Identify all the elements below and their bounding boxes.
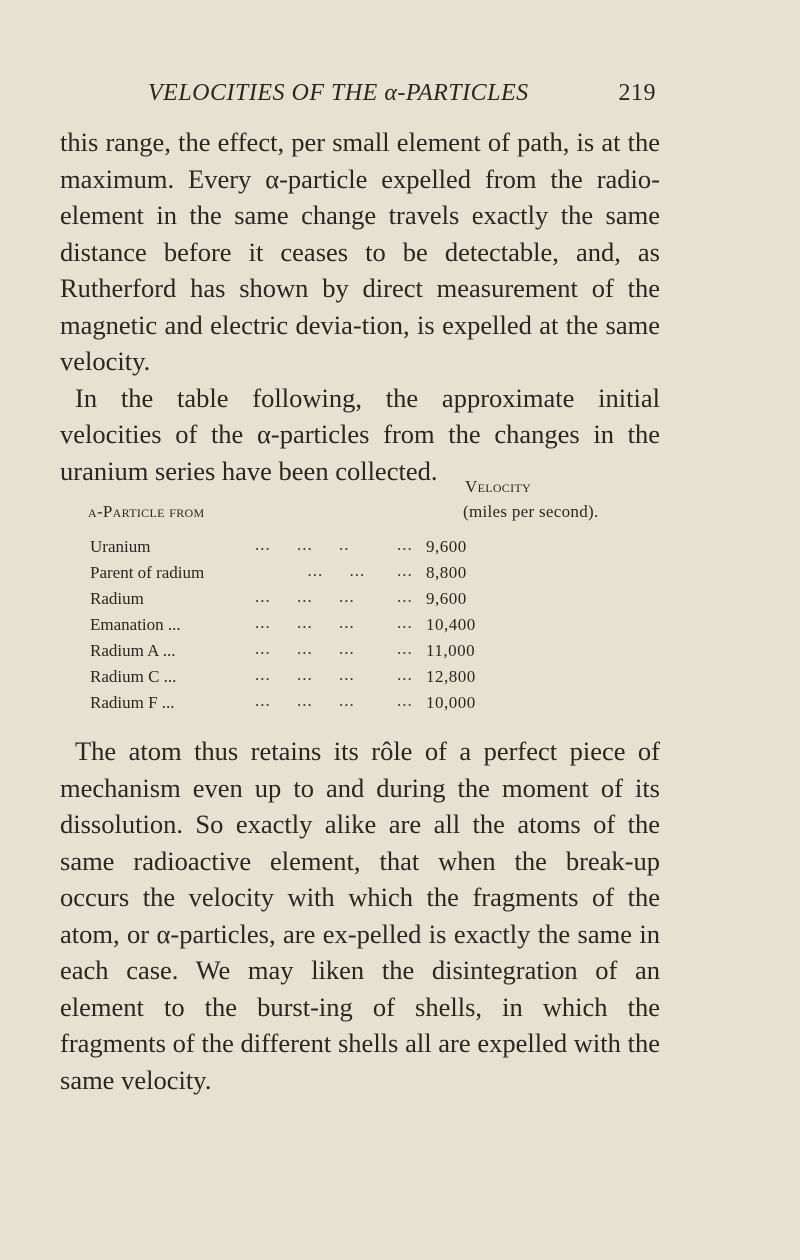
row-leader-dots: ... ... ...: [255, 587, 355, 606]
table-row: [90, 693, 590, 719]
row-velocity-value: 8,800: [426, 563, 467, 582]
particle-column-header: α-Particle from: [88, 502, 205, 521]
row-element-name: Radium F ...: [90, 693, 175, 712]
row-element-name: Radium C ...: [90, 667, 177, 686]
row-element-name: Radium A ...: [90, 641, 176, 660]
running-title: VELOCITIES OF THE α-PARTICLES: [148, 80, 529, 106]
row-leader-dots: ...: [397, 613, 413, 632]
row-velocity-value: 9,600: [426, 589, 467, 608]
velocity-header-text: Velocity: [465, 477, 531, 496]
row-leader-dots: ... ...: [255, 561, 366, 580]
paragraph-3-text: The atom thus retains its rôle of a perfect piece of mechanism even up to and during the moment of its dissolution. So exactly alike are all the atoms of the same radioactive element, that when the break-up occurs the velocity with which the fragments of the atom, or α-particles, are ex-pelled is exactly the same in each case. We may liken the disintegration of an element to the burst-ing of shells, in which the fragments of the different shells all are expelled with the same velocity.: [60, 736, 660, 1095]
row-velocity-value: 10,000: [426, 693, 476, 712]
row-leader-dots: ... ... ...: [255, 691, 355, 710]
velocity-header: [465, 477, 531, 497]
row-leader-dots: ...: [397, 535, 413, 554]
row-element-name: Uranium: [90, 537, 151, 556]
row-leader-dots: ...: [397, 691, 413, 710]
table-row: [90, 641, 590, 667]
paragraph-2: In the table following, the approximate initial velocities of the α-particles from the changes in the uranium series have been collected.: [60, 382, 660, 486]
row-leader-dots: ... ... ..: [255, 535, 350, 554]
table-row: [90, 589, 590, 615]
row-leader-dots: ... ... ...: [255, 639, 355, 658]
table-row: [90, 615, 590, 641]
row-leader-dots: ...: [397, 587, 413, 606]
table-row: [90, 563, 590, 589]
units-header: (miles per second).: [463, 502, 599, 521]
table-row: [90, 537, 590, 563]
page-number: 219: [618, 80, 656, 106]
paragraph-1: this range, the effect, per small element of path, is at the maximum. Every α-particle expelled from the radio-element in the same change travels exactly the same distance before it ceases to be detectable, and, as Rutherford has shown by direct measurement of the magnetic and electric devia-tion, is expelled at the same velocity.: [60, 127, 660, 376]
row-velocity-value: 9,600: [426, 537, 467, 556]
row-leader-dots: ... ... ...: [255, 665, 355, 684]
row-leader-dots: ...: [397, 665, 413, 684]
row-leader-dots: ...: [397, 639, 413, 658]
row-element-name: Radium: [90, 589, 144, 608]
row-velocity-value: 12,800: [426, 667, 476, 686]
table-row: [90, 667, 590, 693]
row-element-name: Emanation ...: [90, 615, 181, 634]
row-leader-dots: ... ... ...: [255, 613, 355, 632]
row-leader-dots: ...: [397, 561, 413, 580]
row-velocity-value: 11,000: [426, 641, 476, 660]
row-velocity-value: 10,400: [426, 615, 476, 634]
row-element-name: Parent of radium: [90, 563, 205, 582]
paragraph-3: [60, 733, 660, 1098]
